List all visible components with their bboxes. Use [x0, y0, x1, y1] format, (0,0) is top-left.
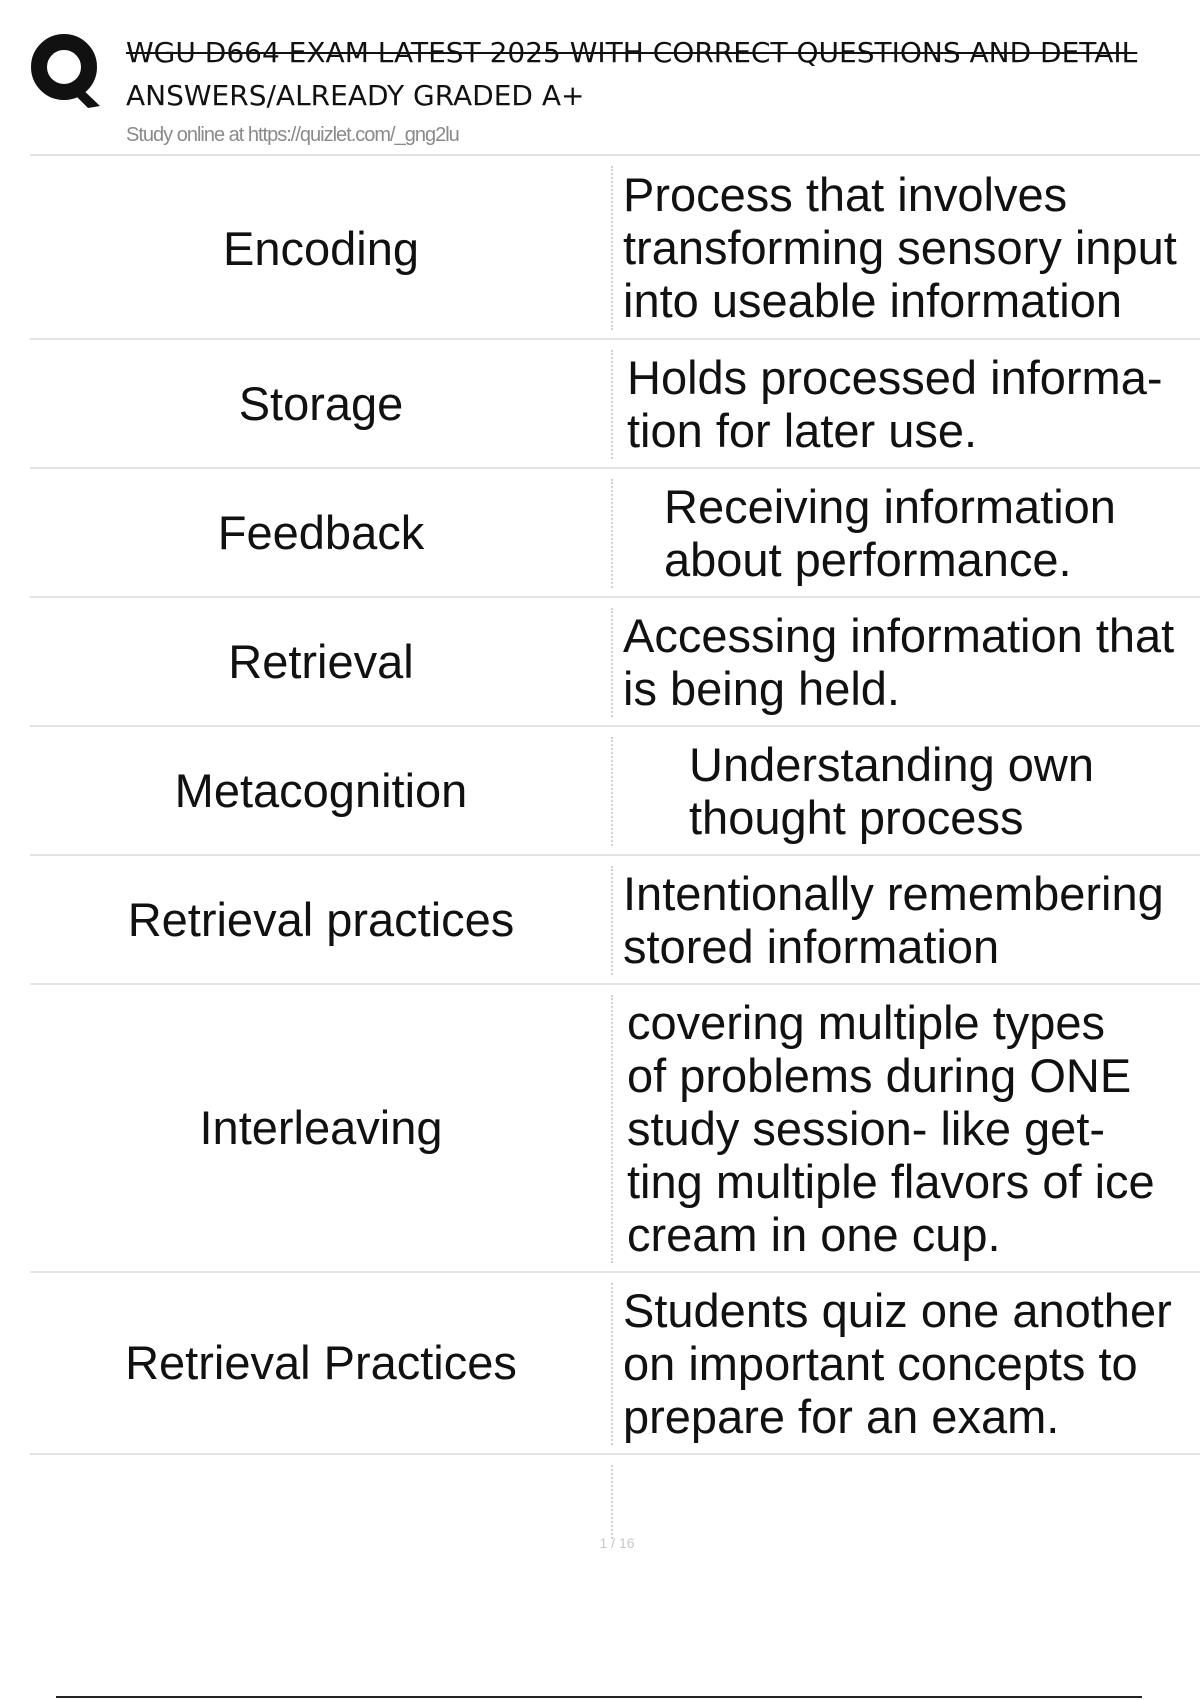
- column-divider: [611, 866, 613, 975]
- card-term: Retrieval: [228, 634, 414, 688]
- definition-line: prepare for an exam.: [623, 1389, 1060, 1443]
- column-divider: [611, 479, 613, 588]
- definition-line: thought process: [689, 790, 1024, 844]
- card-row: [30, 985, 1200, 1273]
- card-definition: [627, 340, 1192, 467]
- card-definition: [623, 856, 1192, 983]
- column-divider: [611, 995, 613, 1263]
- definition-line: Accessing information that: [623, 608, 1175, 662]
- study-online-link[interactable]: Study online at https://quizlet.com/_gng2lu: [126, 124, 459, 146]
- definition-line: on important concepts to: [623, 1336, 1138, 1390]
- column-divider: [611, 166, 613, 330]
- column-divider: [611, 1283, 613, 1445]
- card-term: Metacognition: [174, 763, 468, 817]
- column-divider: [611, 1465, 613, 1539]
- definition-line: study session- like get-: [627, 1101, 1106, 1155]
- flashcard-table: [30, 156, 1200, 1547]
- card-term: Retrieval Practices: [125, 1336, 517, 1389]
- card-row: [30, 598, 1200, 727]
- definition-line: cream in one cup.: [627, 1207, 1001, 1261]
- definition-line: into useable information: [623, 273, 1123, 327]
- column-divider: [611, 608, 613, 717]
- page-header: [30, 30, 1200, 156]
- card-definition: [623, 156, 1192, 338]
- card-row: [30, 727, 1200, 856]
- card-term: Interleaving: [199, 1101, 443, 1154]
- card-term: Retrieval practices: [127, 892, 515, 946]
- definition-line: Process that involves: [623, 167, 1068, 221]
- card-definition: [689, 727, 1192, 854]
- footer-divider: [56, 1696, 1142, 1698]
- definition-line: ting multiple flavors of ice: [627, 1154, 1155, 1208]
- quizlet-logo-icon: [30, 32, 106, 112]
- card-row: [30, 1273, 1200, 1455]
- definition-line: Holds processed informa-: [627, 350, 1163, 404]
- card-definition: [664, 469, 1192, 596]
- document-title-continued: ANSWERS/ALREADY GRADED A+: [126, 79, 585, 112]
- definition-line: Receiving information: [664, 479, 1116, 533]
- definition-line: transforming sensory input: [623, 220, 1177, 274]
- card-term: Encoding: [223, 222, 419, 275]
- card-definition: [623, 598, 1192, 725]
- page-indicator: 1 / 16: [599, 1535, 635, 1551]
- card-row: [30, 469, 1200, 598]
- document-title: WGU D664 EXAM LATEST 2025 WITH CORRECT QUESTIONS AND DETAIL: [126, 36, 1138, 69]
- definition-line: of problems during ONE: [627, 1048, 1132, 1102]
- column-divider: [611, 350, 613, 459]
- definition-line: tion for later use.: [627, 403, 978, 457]
- definition-line: Understanding own: [689, 737, 1094, 791]
- definition-line: Students quiz one another: [623, 1283, 1172, 1337]
- definition-line: about performance.: [664, 532, 1072, 586]
- definition-line: covering multiple types: [627, 995, 1106, 1049]
- card-term: Feedback: [217, 505, 425, 559]
- card-term: Storage: [238, 376, 404, 430]
- card-definition: [627, 985, 1192, 1271]
- empty-card-row: [30, 1455, 1200, 1547]
- card-row: [30, 340, 1200, 469]
- definition-line: stored information: [623, 919, 1000, 973]
- definition-line: Intentionally remembering: [623, 866, 1164, 920]
- column-divider: [611, 737, 613, 846]
- card-row: [30, 156, 1200, 340]
- card-row: [30, 856, 1200, 985]
- card-definition: [623, 1273, 1192, 1453]
- definition-line: is being held.: [623, 661, 900, 715]
